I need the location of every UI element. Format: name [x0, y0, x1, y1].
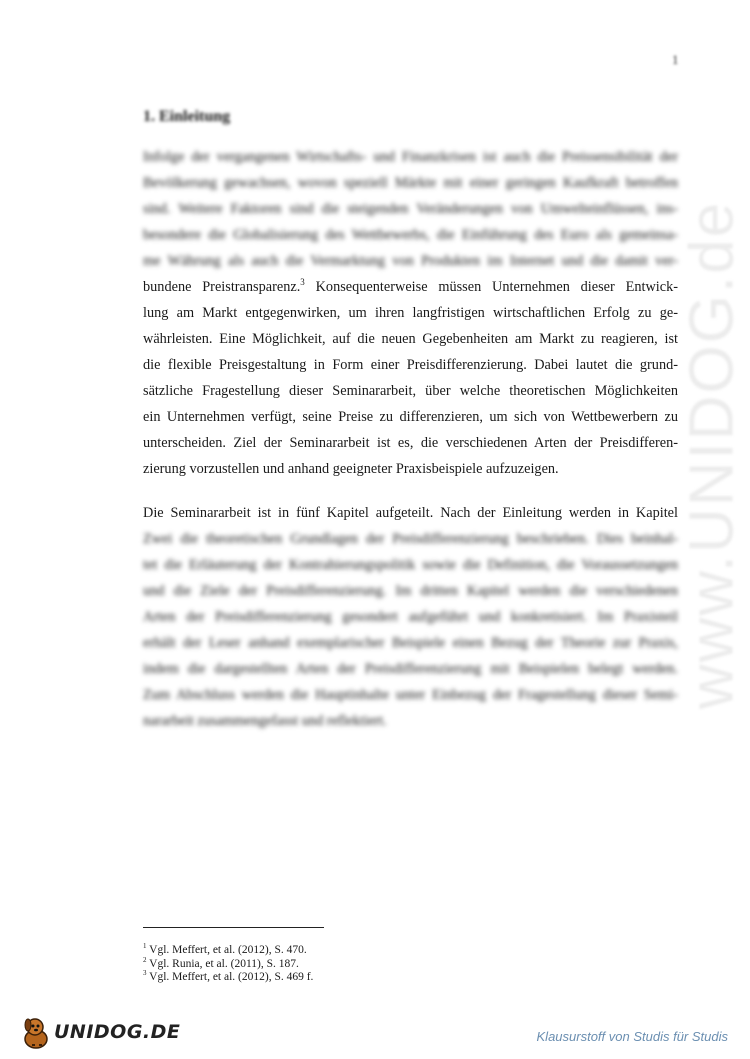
text-line-blurred: indem die dargestellten Arten der Preisdifferenzierung mit Beispielen belegt werden.: [143, 661, 678, 677]
footnote-number: 3: [143, 969, 147, 978]
footnote-text: Vgl. Meffert, et al. (2012), S. 470.: [146, 944, 307, 956]
footnote: [143, 971, 313, 985]
text-line: [143, 274, 678, 300]
logo-text: UNIDOG.DE: [54, 1021, 181, 1043]
text-segment: bundene Preistransparenz.: [143, 279, 301, 295]
watermark: www.UNIDOG.de: [677, 200, 747, 710]
text-line-blurred: me Währung als auch die Vermarktung von Produkten im Internet und die damit ver-: [143, 253, 678, 269]
text-line: die flexible Preisgestaltung in Form einer Preisdifferenzierung. Dabei lautet die grund-: [143, 357, 678, 373]
text-line: währleisten. Eine Möglichkeit, auf die neuen Gegebenheiten am Markt zu reagieren, ist: [143, 331, 678, 347]
footnote: [143, 955, 313, 972]
footnotes: [143, 944, 313, 985]
text-line-blurred: tet die Erläuterung der Kontrahierungspolitik sowie die Definition, die Voraussetzungen: [143, 557, 678, 573]
footnote: [143, 944, 313, 958]
text-segment: Konsequenterweise müssen Unternehmen dieser Entwick-: [304, 279, 678, 295]
text-line: Die Seminararbeit ist in fünf Kapitel aufgeteilt. Nach der Einleitung werden in Kapitel: [143, 505, 678, 521]
text-line: zierung vorzustellen und anhand geeigneter Praxisbeispiele aufzuzeigen.: [143, 461, 559, 477]
text-line-blurred: besondere die Globalisierung des Wettbewerbs, die Einführung des Euro als gemeinsa-: [143, 227, 678, 243]
text-line: unterscheiden. Ziel der Seminararbeit ist es, die verschiedenen Arten der Preisdifferen-: [143, 435, 678, 451]
footer-slogan: Klausurstoff von Studis für Studis: [536, 1029, 728, 1044]
text-line-blurred: und die Ziele der Preisdifferenzierung. Im dritten Kapitel werden die verschiedenen: [143, 583, 678, 599]
footnote-number: 2: [143, 955, 147, 964]
footnote-number: 1: [143, 942, 147, 951]
paragraph-intro: [143, 144, 678, 482]
text-line-blurred: Bevölkerung gewachsen, wovon speziell Märkte mit einer geringen Kaufkraft betroffen: [143, 175, 678, 191]
footnote-text: Vgl. Runia, et al. (2011), S. 187.: [146, 957, 299, 970]
text-line-blurred: Arten der Preisdifferenzierung gesondert aufgeführt und konkretisiert. Im Praxisteil: [143, 609, 678, 625]
footnote-text: Vgl. Meffert, et al. (2012), S. 469 f.: [146, 971, 314, 983]
footnote-separator: [143, 927, 324, 928]
footnote-ref: 3: [300, 277, 305, 288]
page-number: 1: [672, 52, 679, 67]
dog-mascot-icon: [20, 1015, 52, 1049]
text-line: lung am Markt entgegenwirken, um ihren langfristigen wirtschaftlichen Erfolg zu ge-: [143, 305, 678, 321]
text-line-blurred: erhält der Leser anhand exemplarischer Beispiele einen Bezug der Theorie zur Praxis,: [143, 635, 678, 651]
text-line-blurred: Infolge der vergangenen Wirtschafts- und Finanzkrisen ist auch die Preissensibilität der: [143, 149, 678, 165]
text-line-blurred: nararbeit zusammengefasst und reflektiert.: [143, 713, 387, 729]
section-heading: 1. Einleitung: [143, 108, 231, 125]
text-line-blurred: Zwei die theoretischen Grundlagen der Preisdifferenzierung beschrieben. Dies beinhal-: [143, 531, 678, 547]
paragraph-structure: [143, 500, 678, 734]
text-line-blurred: Zum Abschluss werden die Hauptinhalte unter Einbezug der Fragestellung dieser Semi-: [143, 687, 678, 703]
text-line-blurred: sind. Weitere Faktoren sind die steigenden Veränderungen von Umwelteinflüssen, ins-: [143, 201, 678, 217]
text-line: sätzliche Fragestellung dieser Seminararbeit, über welche theoretischen Möglichkeiten: [143, 383, 678, 399]
text-line: ein Unternehmen verfügt, seine Preise zu differenzieren, um sich von Wettbewerbern zu: [143, 409, 678, 425]
unidog-logo[interactable]: [20, 1012, 180, 1052]
